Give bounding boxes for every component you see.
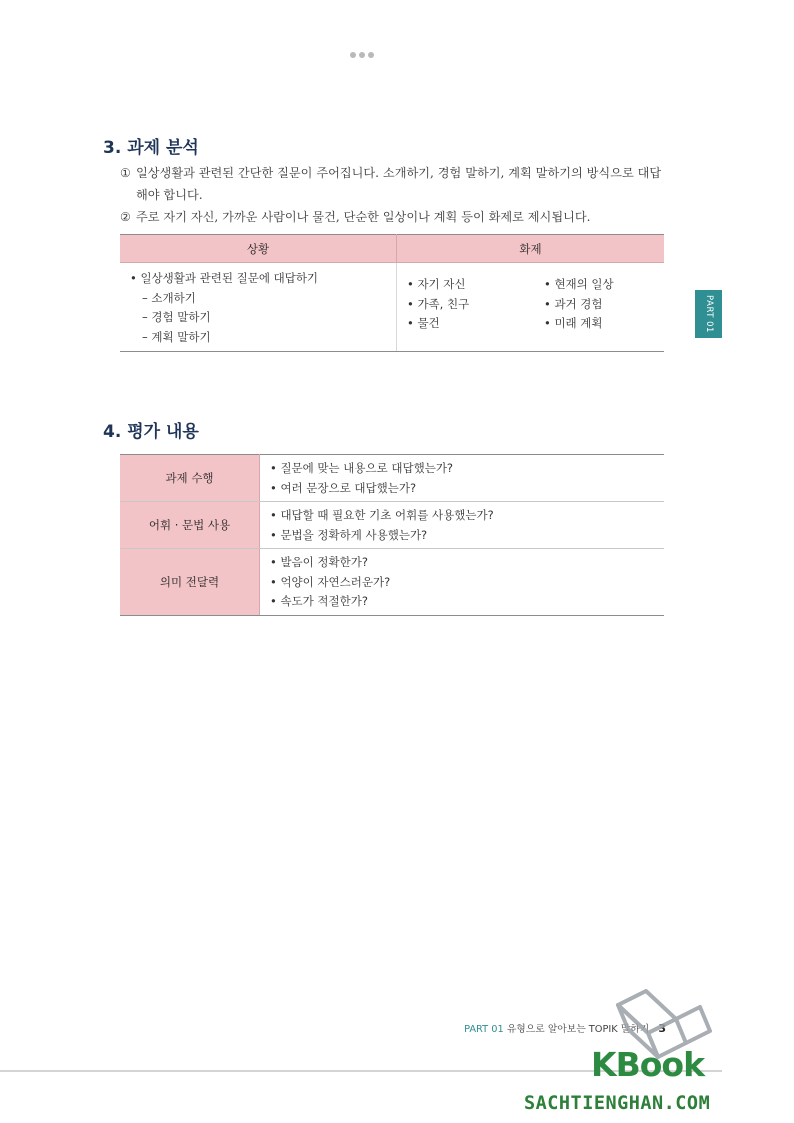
criterion-item: • 질문에 맞는 내용으로 대답했는가? (270, 461, 454, 475)
situation-sub-1: – 소개하기 (142, 290, 196, 305)
footer-part: PART 01 (464, 1024, 504, 1035)
criterion-items (260, 455, 665, 502)
header-dots (350, 52, 374, 58)
section3-item-1 (120, 162, 668, 206)
side-tab-label: PART 01 (703, 295, 714, 333)
topic-cell (397, 263, 665, 352)
criterion-items (260, 549, 665, 616)
criterion-label: 의미 전달력 (120, 549, 260, 616)
table-row (120, 502, 664, 549)
situation-sub-2: – 경험 말하기 (142, 310, 211, 324)
header-situation: 상황 (120, 235, 397, 263)
criterion-item: • 대답할 때 필요한 기초 어휘를 사용했는가? (270, 508, 494, 522)
topic-item: • 물건 (407, 316, 440, 330)
part-side-tab (695, 290, 722, 338)
dot-1 (350, 52, 356, 58)
item-1-line-1: 일상생활과 관련된 간단한 질문이 주어집니다. 소개하기, 경험 말하기, 계획 말하기의 방식으로 대답 (136, 166, 662, 180)
topic-item: • 미래 계획 (544, 316, 603, 330)
dot-3 (368, 52, 374, 58)
item-1-line-2: 해야 합니다. (136, 188, 203, 202)
section3-title: 3. 과제 분석 (103, 138, 199, 158)
situation-cell (120, 263, 397, 352)
topic-item: • 현재의 일상 (544, 277, 614, 291)
item-2-mark: ② (120, 210, 131, 224)
criterion-item: • 여러 문장으로 대답했는가? (270, 480, 417, 495)
topic-table (120, 234, 664, 352)
table-row (120, 549, 664, 616)
item-1-mark: ① (120, 166, 131, 180)
criterion-item: • 속도가 적절한가? (270, 594, 368, 608)
evaluation-table (120, 454, 664, 616)
item-2-line-1: 주로 자기 자신, 가까운 사람이나 물건, 단순한 일상이나 계획 등이 화제로 제시됩니다. (136, 210, 591, 224)
table-row (120, 455, 664, 502)
section3-item-2 (120, 206, 668, 228)
topic-list (407, 275, 664, 334)
topic-item: • 자기 자신 (407, 277, 466, 291)
topic-item: • 과거 경험 (544, 296, 603, 311)
section4-title: 4. 평가 내용 (103, 422, 199, 442)
criterion-item: • 발음이 정확한가? (270, 555, 368, 569)
criterion-label: 과제 수행 (120, 455, 260, 502)
criterion-item: • 문법을 정확하게 사용했는가? (270, 527, 428, 542)
criterion-item: • 억양이 자연스러운가? (270, 574, 391, 589)
footer-title: 유형으로 알아보는 TOPIK 말하기 (506, 1024, 650, 1035)
watermark-brand: KBook (591, 1045, 705, 1084)
watermark-site: SACHTIENGHAN.COM (524, 1093, 711, 1114)
topic-item: • 가족, 친구 (407, 296, 470, 311)
criterion-label: 어휘 · 문법 사용 (120, 502, 260, 549)
header-topic: 화제 (397, 235, 665, 263)
dot-2 (359, 52, 365, 58)
situation-sub-3: – 계획 말하기 (142, 329, 211, 344)
page-number: 3 (658, 1022, 666, 1035)
criterion-items (260, 502, 665, 549)
situation-main: • 일상생활과 관련된 질문에 대답하기 (130, 271, 319, 285)
